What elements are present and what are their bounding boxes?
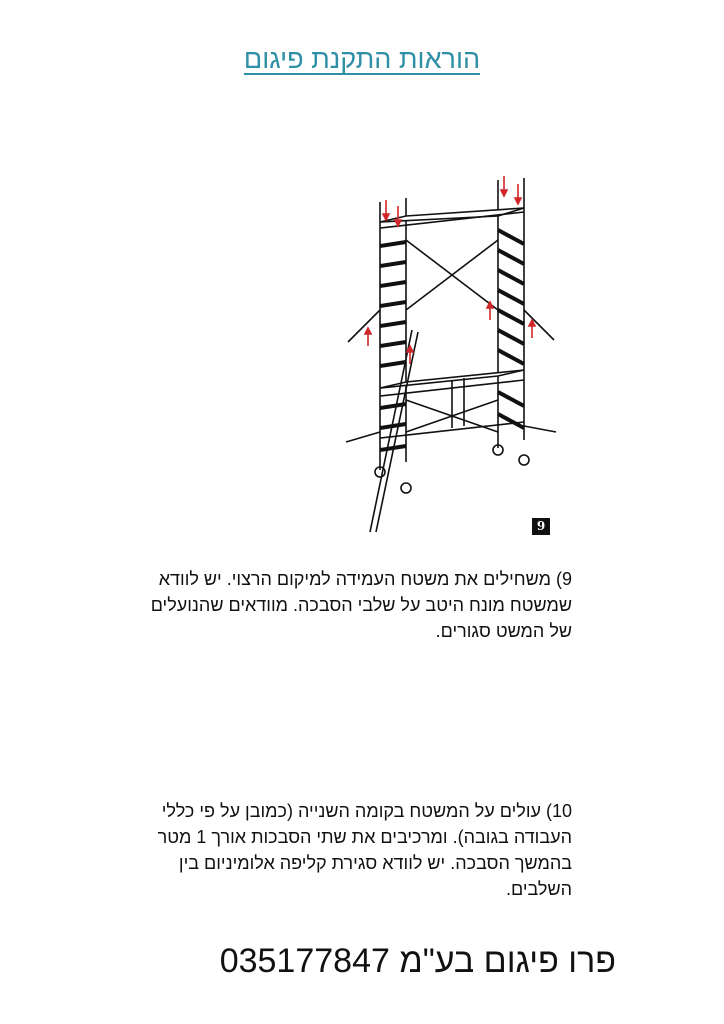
step-10-instructions (158, 798, 572, 902)
step-10-line: העבודה בגובה). ומרכיבים את שתי הסבכות אורך 1 מטר (157, 827, 572, 847)
scaffold-diagram (340, 170, 560, 540)
step-9-line: של המשט סגורים. (435, 621, 572, 641)
step-10-line: 10) עולים על המשטח בקומה השנייה (כמובן על פי כללי (161, 801, 572, 821)
step-9-instructions (151, 566, 572, 644)
step-10-line: השלבים. (505, 879, 572, 899)
page-title: הוראות התקנת פיגום (243, 44, 481, 74)
step-10-line: בהמשך הסבכה. יש לוודא סגירת קליפה אלומיניום בין (178, 853, 572, 873)
step-9-line: שמשטח מונח היטב על שלבי הסבכה. מוודאים שהנועלים (150, 595, 572, 615)
step-9-line: 9) משחילים את משטח העמידה למיקום הרצוי. יש לוודא (158, 569, 572, 589)
figure-number-badge: 9 (532, 518, 550, 535)
company-footer: פרו פיגום בע"מ 035177847 (219, 942, 616, 980)
